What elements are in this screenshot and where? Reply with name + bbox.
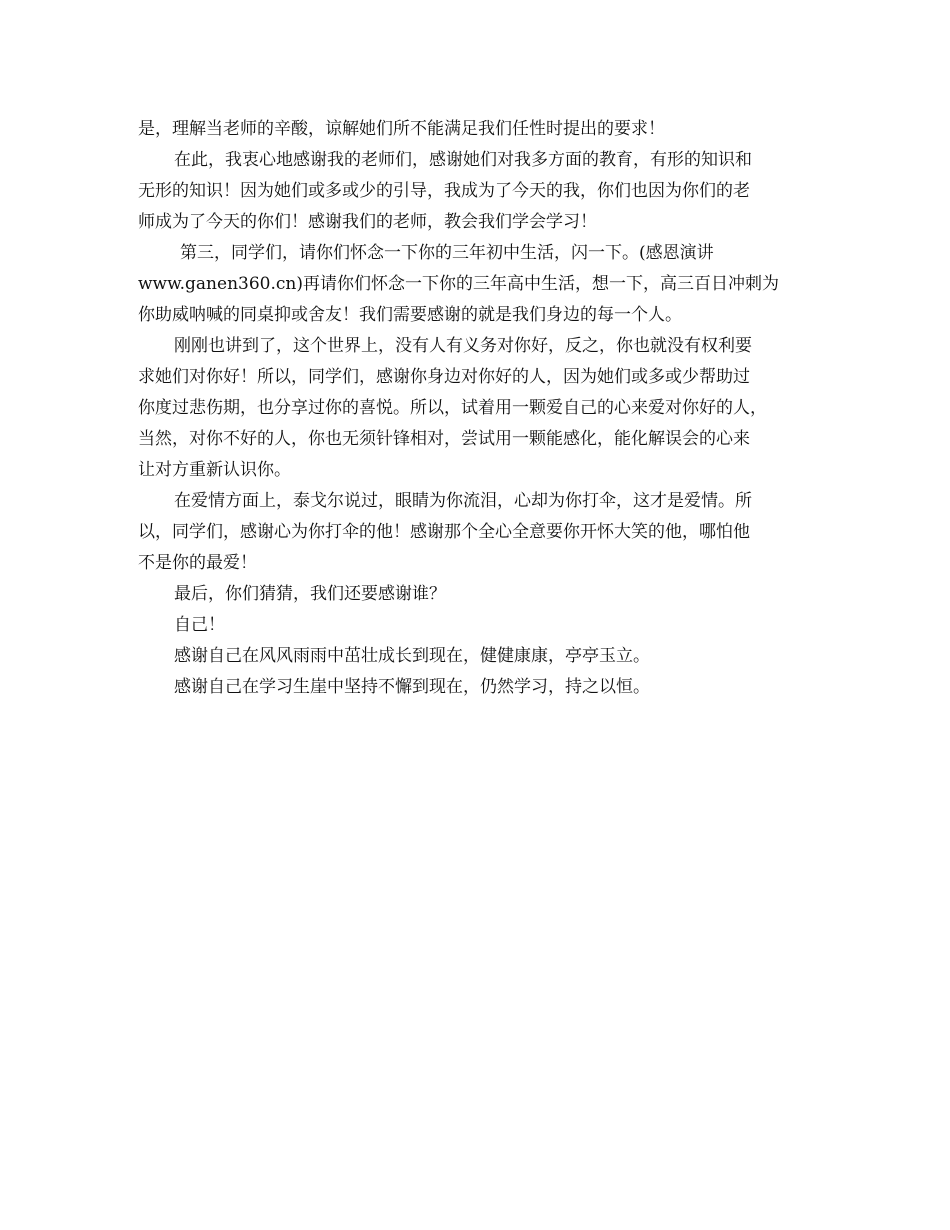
text-line: 在爱情方面上，泰戈尔说过，眼睛为你流泪，心却为你打伞，这才是爱情。所	[174, 491, 752, 511]
text-line: www.ganen360.cn)再请你们怀念一下你的三年高中生活，想一下，高三百日冲刺为	[138, 274, 779, 294]
text-line: 你度过悲伤期，也分享过你的喜悦。所以，试着用一颗爱自己的心来爱对你好的人，	[138, 398, 767, 418]
text-line: 第三，同学们，请你们怀念一下你的三年初中生活，闪一下。(感恩演讲	[180, 243, 714, 263]
text-line: 当然，对你不好的人，你也无须针锋相对，尝试用一颗能感化，能化解误会的心来	[138, 429, 750, 449]
text-line: 在此，我衷心地感谢我的老师们，感谢她们对我多方面的教育，有形的知识和	[174, 150, 752, 170]
text-line: 自己！	[174, 615, 225, 635]
text-line: 感谢自己在学习生崖中坚持不懈到现在，仍然学习，持之以恒。	[174, 677, 650, 697]
text-line: 不是你的最爱！	[138, 553, 257, 573]
text-line: 让对方重新认识你。	[138, 460, 291, 480]
text-line: 是，理解当老师的辛酸，谅解她们所不能满足我们任性时提出的要求！	[138, 119, 665, 139]
text-line: 师成为了今天的你们！感谢我们的老师，教会我们学会学习！	[138, 212, 597, 232]
text-line: 感谢自己在风风雨雨中茁壮成长到现在，健健康康，亭亭玉立。	[174, 646, 650, 666]
document-body	[138, 114, 818, 703]
text-line: 最后，你们猜猜，我们还要感谢谁？	[174, 584, 446, 604]
text-line: 你助威呐喊的同桌抑或舍友！我们需要感谢的就是我们身边的每一个人。	[138, 305, 682, 325]
text-line: 无形的知识！因为她们或多或少的引导，我成为了今天的我，你们也因为你们的老	[138, 181, 750, 201]
text-line: 刚刚也讲到了，这个世界上，没有人有义务对你好，反之，你也就没有权利要	[174, 336, 752, 356]
text-line: 求她们对你好！所以，同学们，感谢你身边对你好的人，因为她们或多或少帮助过	[138, 367, 750, 387]
text-line: 以，同学们，感谢心为你打伞的他！感谢那个全心全意要你开怀大笑的他，哪怕他	[138, 522, 750, 542]
